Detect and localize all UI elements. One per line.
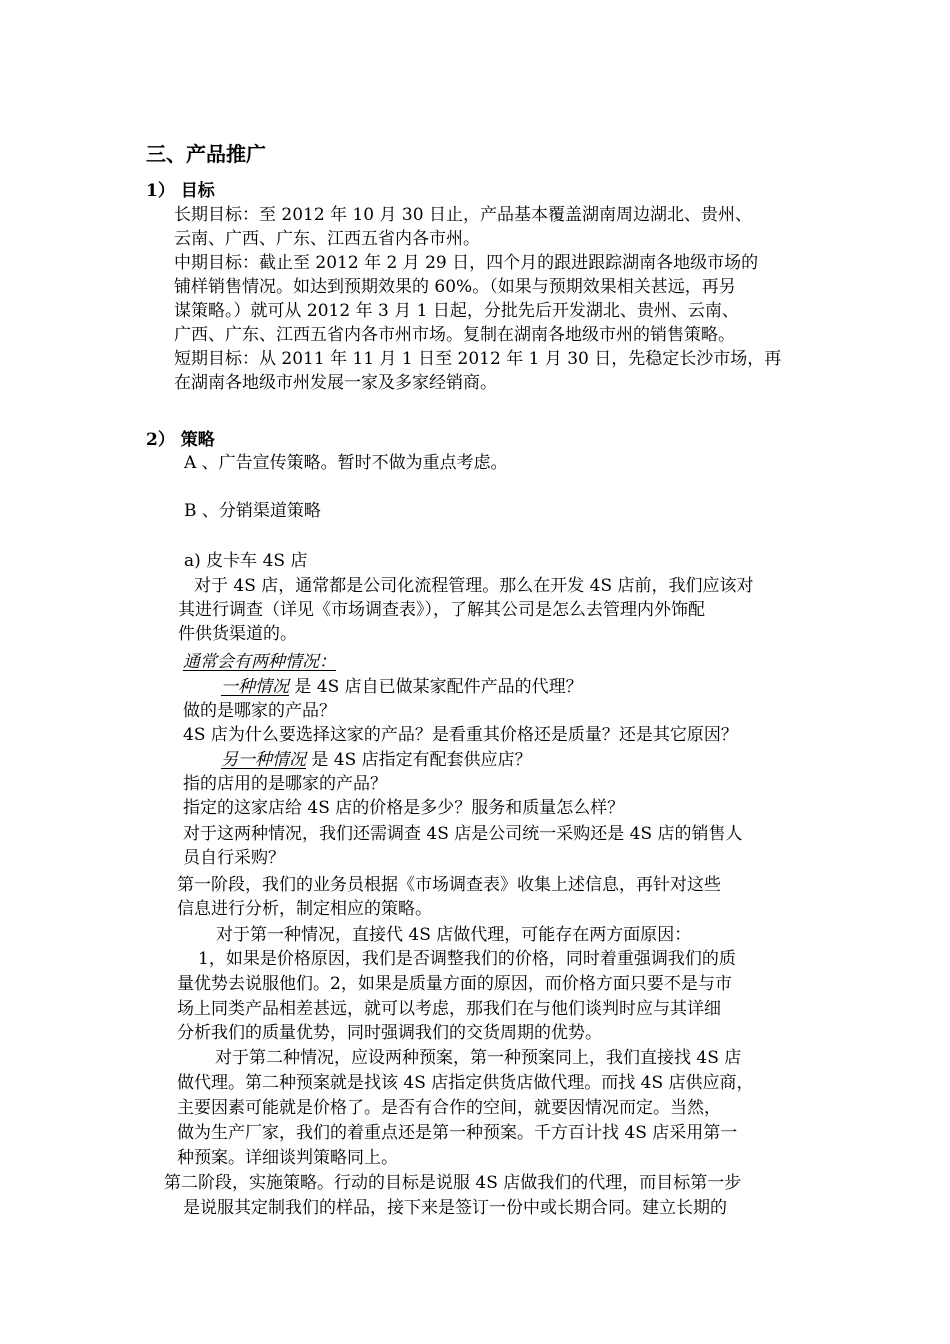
first-case-line: 量优势去说服他们。2，如果是质量方面的原因，而价格方面只要不是与市 — [177, 974, 732, 994]
cases-title: 通常会有两种情况： — [183, 652, 336, 672]
second-case-line: 做代理。第二种预案就是找该 4S 店指定供货店做代理。而找 4S 店供应商， — [177, 1073, 754, 1093]
stage2-line: 是说服其定制我们的样品，接下来是签订一份中或长期合同。建立长期的 — [183, 1198, 727, 1218]
second-case-line: 对于第二种情况，应设两种预案，第一种预案同上，我们直接找 4S 店 — [215, 1048, 742, 1068]
second-case-line: 做为生产厂家，我们的着重点还是第一种预案。千方百计找 4S 店采用第一 — [177, 1123, 738, 1143]
stage2-line: 第二阶段，实施策略。行动的目标是说服 4S 店做我们的代理，而目标第一步 — [164, 1173, 742, 1193]
first-case-line: 场上同类产品相差甚远，就可以考虑，那我们在与他们谈判时应与其详细 — [177, 999, 721, 1019]
goal-line: 铺样销售情况。如达到预期效果的 60%。（如果与预期效果相关甚远，再另 — [174, 277, 736, 297]
case1-question: 做的是哪家的产品？ — [183, 701, 336, 721]
case2-question: 指的店用的是哪家的产品？ — [183, 774, 387, 794]
strategy-b: B 、分销渠道策略 — [184, 501, 321, 521]
goal-line: 短期目标：从 2011 年 11 月 1 日至 2012 年 1 月 30 日，先稳定长沙市场，再 — [174, 349, 782, 369]
paragraph-line: 件供货渠道的。 — [178, 624, 297, 644]
case2-question: 指定的这家店给 4S 店的价格是多少？服务和质量怎么样？ — [183, 798, 625, 818]
case2-label: 另一种情况 — [221, 750, 306, 770]
paragraph-line: 其进行调查（详见《市场调查表》），了解其公司是怎么去管理内外饰配 — [178, 600, 705, 620]
case2-text: 是 4S 店指定有配套供应店？ — [306, 750, 532, 770]
paragraph-line: 对于 4S 店，通常都是公司化流程管理。那么在开发 4S 店前，我们应该对 — [194, 576, 754, 596]
case1-question: 4S 店为什么要选择这家的产品？是看重其价格还是质量？还是其它原因？ — [183, 725, 738, 745]
strategy-title: 2） 策略 — [146, 430, 215, 450]
second-case-line: 主要因素可能就是价格了。是否有合作的空间，就要因情况而定。当然， — [177, 1098, 721, 1118]
second-case-line: 种预案。详细谈判策略同上。 — [177, 1148, 398, 1168]
first-case-line: 分析我们的质量优势，同时强调我们的交货周期的优势。 — [177, 1023, 602, 1043]
goal-line: 谋策略。）就可从 2012 年 3 月 1 日起，分批先后开发湖北、贵州、云南、 — [174, 301, 739, 321]
case1-label: 一种情况 — [221, 677, 289, 697]
first-case-line: 对于第一种情况，直接代 4S 店做代理，可能存在两方面原因： — [216, 925, 692, 945]
stage1-line: 信息进行分析，制定相应的策略。 — [177, 899, 432, 919]
goals-title: 1） 目标 — [146, 181, 215, 201]
strategy-a: A 、广告宣传策略。暂时不做为重点考虑。 — [184, 453, 508, 473]
case1-line — [221, 675, 583, 699]
goal-line: 云南、广西、广东、江西五省内各市州。 — [174, 229, 480, 249]
goal-line: 中期目标：截止至 2012 年 2 月 29 日，四个月的跟进跟踪湖南各地级市场的 — [174, 253, 759, 273]
goal-line: 长期目标：至 2012 年 10 月 30 日止，产品基本覆盖湖南周边湖北、贵州、 — [174, 205, 752, 225]
case1-text: 是 4S 店自已做某家配件产品的代理？ — [289, 677, 583, 697]
paragraph-line: 员自行采购？ — [183, 848, 285, 868]
case2-line — [221, 748, 532, 772]
goal-line: 广西、广东、江西五省内各市州市场。复制在湖南各地级市州的销售策略。 — [174, 325, 735, 345]
section-heading: 三、产品推广 — [146, 142, 266, 166]
paragraph-line: 对于这两种情况，我们还需调查 4S 店是公司统一采购还是 4S 店的销售人 — [183, 824, 743, 844]
goal-line: 在湖南各地级市州发展一家及多家经销商。 — [174, 373, 497, 393]
subsection-a: a) 皮卡车 4S 店 — [184, 551, 308, 571]
first-case-line: 1，如果是价格原因，我们是否调整我们的价格，同时着重强调我们的质 — [198, 949, 736, 969]
stage1-line: 第一阶段，我们的业务员根据《市场调查表》收集上述信息，再针对这些 — [177, 875, 721, 895]
